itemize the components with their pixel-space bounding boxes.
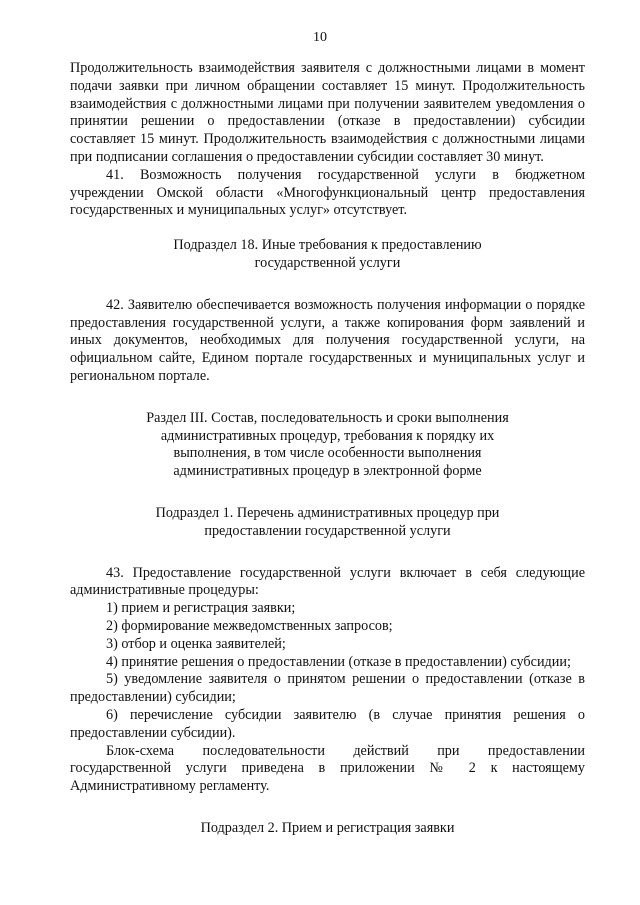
paragraph-41: 41. Возможность получения государственной услуги в бюджетном учреждении Омской области «Многофункциональный центр предоставления государственных и муниципальных услуг» отсутствует. [70,166,585,219]
paragraph-43: 43. Предоставление государственной услуги включает в себя следующие административные процедуры: [70,564,585,599]
paragraph-42: 42. Заявителю обеспечивается возможность получения информации о порядке предоставления государственной услуги, а также копирования форм заявлений и иных документов, необходимых для получения государственной услуги, на официальном сайте, Едином портале государственных и муниципальных услуг и региональном портале. [70,296,585,384]
procedure-item-1: 1) прием и регистрация заявки; [106,600,296,617]
heading-line: предоставлении государственной услуги [204,522,451,539]
procedure-item-3: 3) отбор и оценка заявителей; [106,635,286,652]
paragraph-duration: Продолжительность взаимодействия заявителя с должностными лицами в момент подачи заявки при личном обращении составляет 15 минут. Продолжительность взаимодействия с должностными лицами при получении заявителем уведомления о принятии решении о предоставлении (отказе в предоставлении) субсидии составляет 15 минут. Продолжительность взаимодействия с должностными лицами при подписании соглашения о предоставлении субсидии составляет 30 минут. [70,60,585,165]
procedure-item-2: 2) формирование межведомственных запросов; [106,617,393,634]
procedure-item-5: 5) уведомление заявителя о принятом решении о предоставлении (отказе в предоставлении) субсидии; [70,671,585,706]
page-number: 10 [313,30,327,45]
heading-line: государственной услуги [254,254,401,271]
heading-line: административных процедур, требования к порядку их [160,427,495,444]
document-body [70,60,585,838]
section-3-heading [70,410,585,481]
heading-line: Подраздел 18. Иные требования к предоставлению [173,237,482,254]
heading-line: Подраздел 2. Прием и регистрация заявки [200,819,455,836]
procedure-item-4: 4) принятие решения о предоставлении (отказе в предоставлении) субсидии; [106,653,571,670]
heading-line: административных процедур в электронной форме [173,463,482,480]
procedure-item-6: 6) перечисление субсидии заявителю (в случае принятия решения о предоставлении субсидии). [70,706,585,741]
heading-line: Раздел III. Состав, последовательность и сроки выполнения [146,409,509,426]
paragraph-block-scheme: Блок-схема последовательности действий при предоставлении государственной услуги приведена в приложении № 2 к настоящему Административному регламенту. [70,742,585,795]
subsection-2-heading [70,820,585,838]
subsection-1-heading [70,505,585,541]
heading-line: Подраздел 1. Перечень административных процедур при [155,504,500,521]
subsection-18-heading [70,237,585,273]
heading-line: выполнения, в том числе особенности выполнения [173,445,482,462]
